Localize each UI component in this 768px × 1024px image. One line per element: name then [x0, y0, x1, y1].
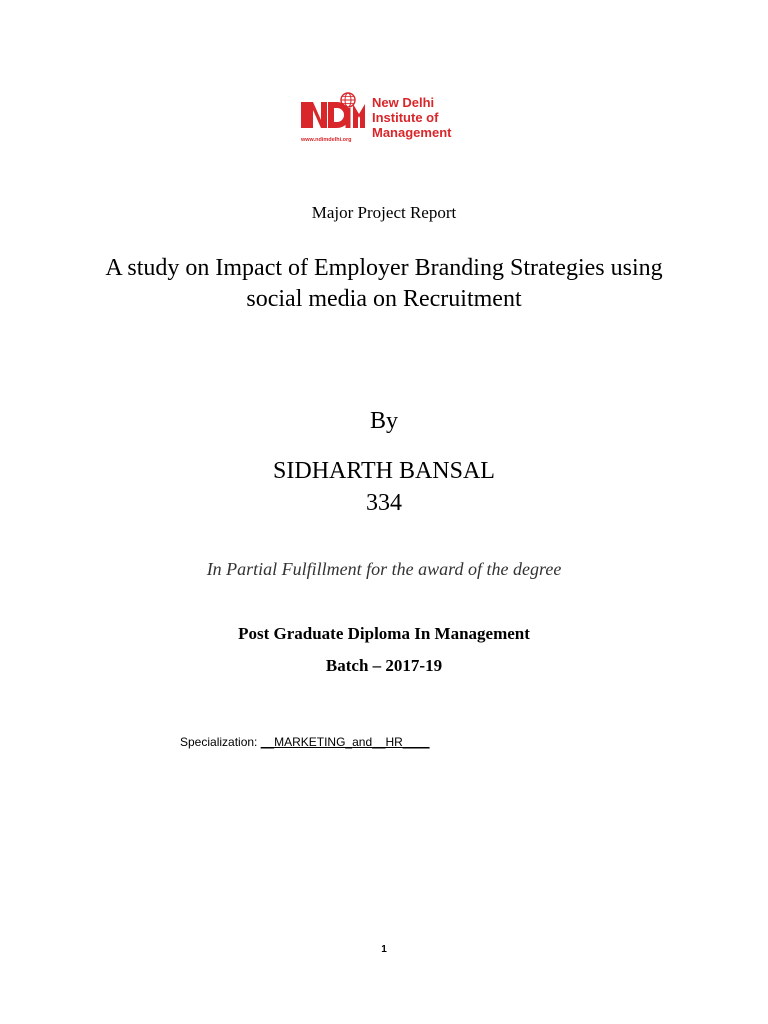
institute-name-line-1: New Delhi: [372, 95, 435, 110]
institute-name-line-2: Institute of: [372, 110, 439, 125]
fulfillment-statement: In Partial Fulfillment for the award of the degree: [206, 559, 562, 579]
specialization-label: Specialization:: [180, 735, 258, 749]
logo-website: www.ndimdelhi.org: [301, 137, 352, 143]
report-title-line-1: A study on Impact of Employer Branding Strategies using: [105, 255, 663, 281]
author-roll-number: 334: [366, 490, 402, 516]
institute-name: [372, 95, 451, 140]
report-title: [0, 253, 768, 315]
author-block: [0, 455, 768, 519]
specialization-second: __HR____: [372, 735, 430, 749]
institute-logo: [301, 92, 471, 148]
report-title-line-2: social media on Recruitment: [246, 286, 522, 312]
page-number: 1: [381, 944, 387, 955]
batch-years: Batch – 2017-19: [325, 656, 443, 675]
author-name: SIDHARTH BANSAL: [273, 458, 495, 484]
institute-name-line-3: Management: [372, 125, 452, 140]
specialization-line: [180, 735, 430, 749]
report-type: Major Project Report: [311, 203, 457, 222]
degree-name: Post Graduate Diploma In Management: [238, 624, 530, 643]
by-label: By: [369, 408, 398, 434]
specialization-first: __MARKETING_: [260, 735, 353, 749]
specialization-connector: and: [352, 735, 373, 749]
ndim-logo-mark: [301, 92, 371, 138]
